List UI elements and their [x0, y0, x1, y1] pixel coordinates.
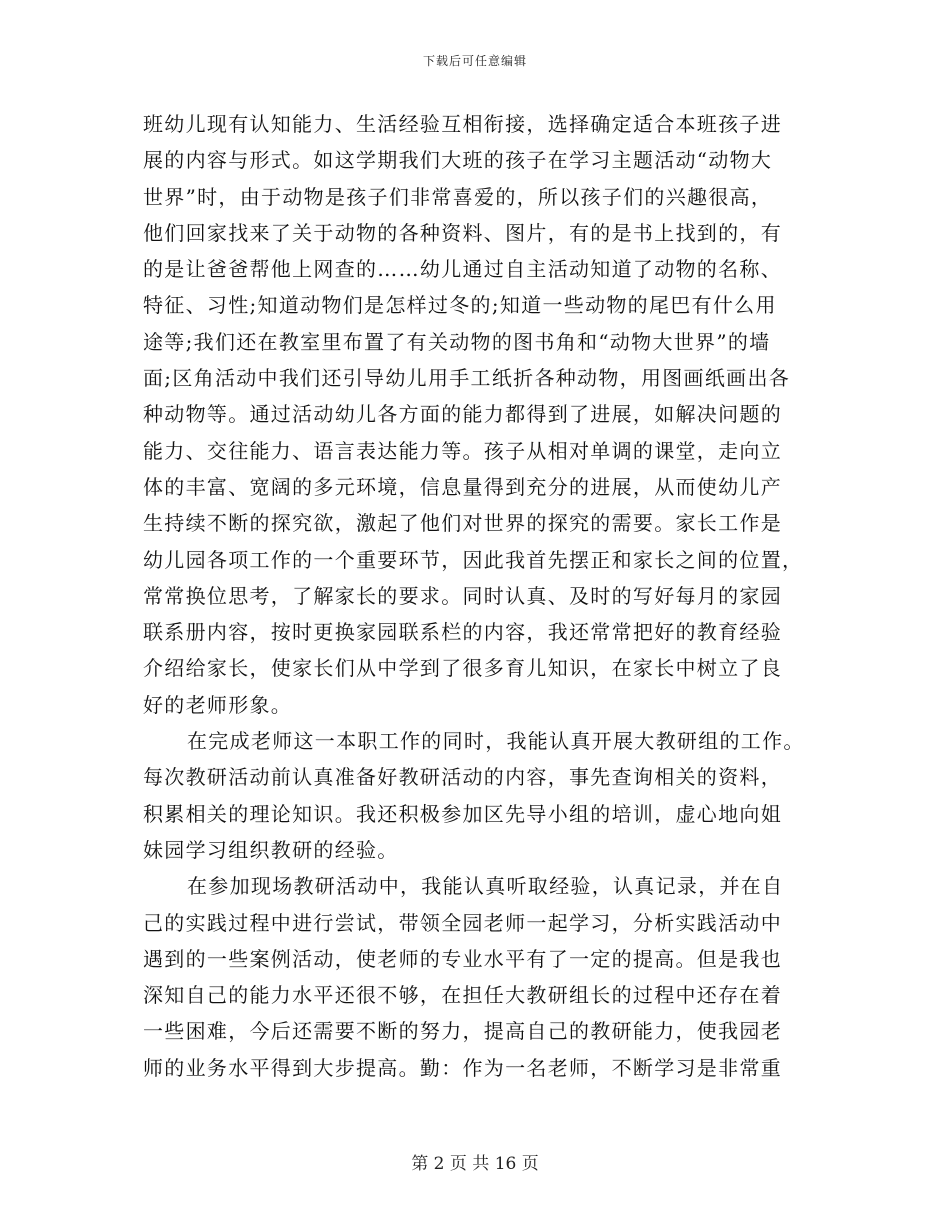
text-line-indented: 在完成老师这一本职工作的同时，我能认真开展大教研组的工作。 — [187, 729, 805, 754]
text-line: 他们回家找来了关于动物的各种资料、图片，有的是书上找到的，有 — [143, 220, 782, 245]
text-line: 遇到的一些案例活动，使老师的专业水平有了一定的提高。但是我也 — [143, 946, 782, 971]
text-line: 体的丰富、宽阔的多元环境，信息量得到充分的进展，从而使幼儿产 — [143, 474, 782, 499]
paragraph-2 — [143, 723, 809, 868]
text-line: 面;区角活动中我们还引导幼儿用手工纸折各种动物，用图画纸画出各 — [143, 366, 791, 391]
text-line: 好的老师形象。 — [143, 692, 293, 717]
text-line-indented: 在参加现场教研活动中，我能认真听取经验，认真记录，并在自 — [187, 874, 784, 899]
text-line: 能力、交往能力、语言表达能力等。孩子从相对单调的课堂，走向立 — [143, 438, 782, 463]
paragraph-3 — [143, 868, 809, 1086]
paragraph-1 — [143, 106, 809, 723]
page-number-footer — [0, 1153, 950, 1175]
text-line: 一些困难，今后还需要不断的努力，提高自己的教研能力，使我园老 — [143, 1019, 782, 1044]
text-line: 种动物等。通过活动幼儿各方面的能力都得到了进展，如解决问题的 — [143, 402, 782, 427]
text-line: 每次教研活动前认真准备好教研活动的内容，事先查询相关的资料， — [143, 765, 782, 790]
text-line: 特征、习性;知道动物们是怎样过冬的;知道一些动物的尾巴有什么用 — [143, 293, 777, 318]
text-line: 世界”时，由于动物是孩子们非常喜爱的，所以孩子们的兴趣很高， — [143, 184, 773, 209]
text-line: 妹园学习组织教研的经验。 — [143, 837, 399, 862]
page-header-note: 下载后可任意编辑 — [422, 54, 527, 68]
text-line: 联系册内容，按时更换家园联系栏的内容，我还常常把好的教育经验 — [143, 620, 782, 645]
text-line: 生持续不断的探究欲，激起了他们对世界的探究的需要。家长工作是 — [143, 511, 782, 536]
text-line: 幼儿园各项工作的一个重要环节，因此我首先摆正和家长之间的位置， — [143, 547, 804, 572]
document-body — [143, 106, 809, 1086]
text-line: 深知自己的能力水平还很不够，在担任大教研组长的过程中还存在着 — [143, 983, 782, 1008]
text-line: 班幼儿现有认知能力、生活经验互相衔接，选择确定适合本班孩子进 — [143, 112, 782, 136]
text-line: 途等;我们还在教室里布置了有关动物的图书角和“动物大世界”的墙 — [143, 329, 771, 354]
page-number-label: 第 2 页 共 16 页 — [411, 1154, 539, 1174]
text-line: 介绍给家长，使家长们从中学到了很多育儿知识，在家长中树立了良 — [143, 656, 782, 681]
text-line: 展的内容与形式。如这学期我们大班的孩子在学习主题活动“动物大 — [143, 148, 773, 173]
text-line: 己的实践过程中进行尝试，带领全园老师一起学习，分析实践活动中 — [143, 910, 782, 935]
text-line: 积累相关的理论知识。我还积极参加区先导小组的培训，虚心地向姐 — [143, 801, 782, 826]
text-line: 的是让爸爸帮他上网查的……幼儿通过自主活动知道了动物的名称、 — [143, 257, 782, 282]
text-line: 常常换位思考，了解家长的要求。同时认真、及时的写好每月的家园 — [143, 583, 782, 608]
text-line: 师的业务水平得到大步提高。勤：作为一名老师，不断学习是非常重 — [143, 1055, 782, 1080]
